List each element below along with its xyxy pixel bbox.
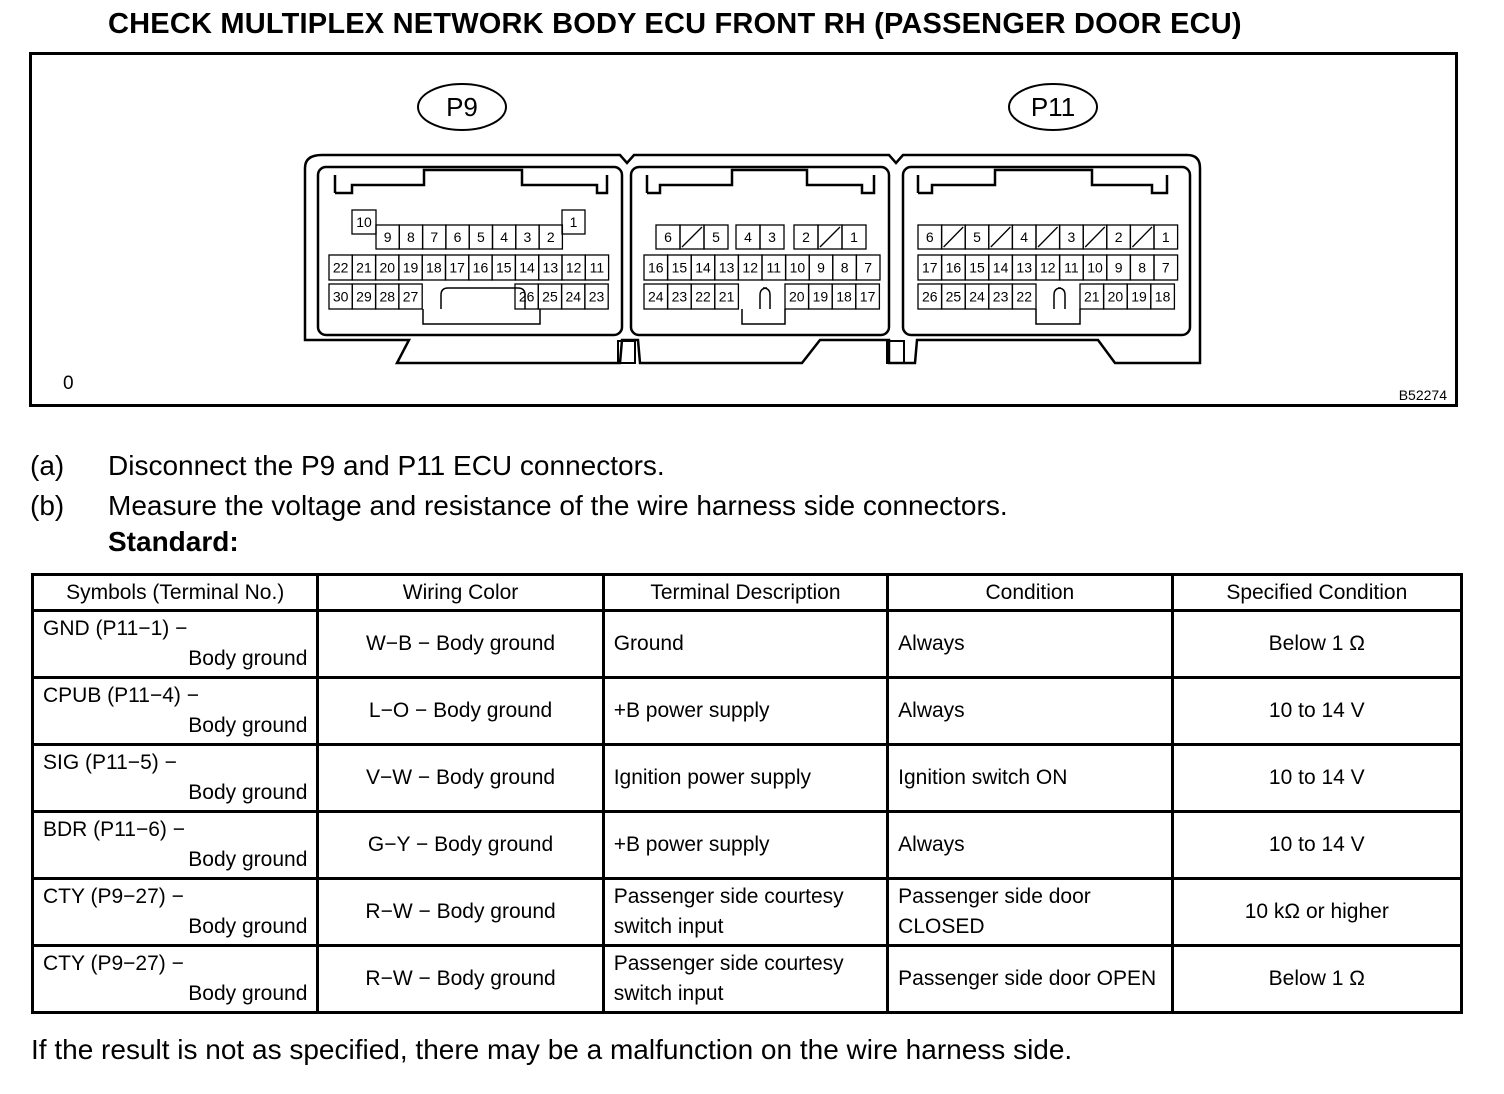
p11-notch — [1036, 288, 1080, 324]
step-a — [30, 446, 1008, 486]
pin-number: 26 — [922, 288, 938, 305]
mid-notch — [742, 288, 785, 324]
pin-number: 1 — [569, 214, 578, 230]
cell-description: Passenger side courtesy switch input — [603, 946, 887, 1013]
header-condition: Condition — [888, 575, 1172, 611]
table-row — [33, 678, 1462, 745]
symbol-terminal: CTY (P9−27) − — [43, 952, 184, 975]
pin-number: 25 — [945, 288, 962, 305]
symbol-terminal: CTY (P9−27) − — [43, 885, 184, 908]
pin-number: 10 — [356, 214, 372, 230]
pin-number: 21 — [718, 288, 735, 305]
step-text: Disconnect the P9 and P11 ECU connectors. — [108, 450, 665, 481]
cell-condition: Always — [888, 678, 1172, 745]
pin-number: 30 — [332, 288, 349, 305]
cell-wiring-color: W−B − Body ground — [318, 611, 603, 678]
step-label: (b) — [30, 490, 65, 521]
pin-number: 21 — [356, 259, 372, 276]
pin-grids — [329, 210, 1178, 324]
symbol-ground: Body ground — [188, 848, 308, 871]
connector-diagram — [29, 52, 1458, 407]
pin-number: 25 — [542, 288, 558, 305]
cell-symbol — [33, 745, 318, 812]
cell-spec: Below 1 Ω — [1172, 611, 1461, 678]
table-row — [33, 812, 1462, 879]
cell-symbol — [33, 946, 318, 1013]
pin-number: 11 — [766, 259, 782, 276]
pin-number: 28 — [379, 288, 396, 305]
cell-wiring-color: G−Y − Body ground — [318, 812, 603, 879]
pin-number: 19 — [812, 288, 829, 305]
pin-number: 12 — [565, 259, 582, 276]
pin-number: 3 — [523, 229, 532, 245]
step-b — [30, 486, 1008, 526]
pin-number: 29 — [356, 288, 372, 305]
pin-number: 9 — [383, 229, 392, 245]
cell-condition: Passenger side door CLOSED — [888, 879, 1172, 946]
pin-number: 24 — [969, 288, 985, 305]
table-row — [33, 745, 1462, 812]
table-row — [33, 611, 1462, 678]
pin-number: 9 — [1114, 259, 1123, 276]
pin-number: 2 — [546, 229, 555, 245]
pin-number: 6 — [925, 229, 934, 245]
pin-number: 5 — [476, 229, 485, 245]
pin-number: 17 — [922, 259, 938, 276]
pin-number: 22 — [1016, 288, 1032, 305]
pin-number: 24 — [648, 288, 664, 305]
pin-number: 23 — [588, 288, 605, 305]
figure-code: B52274 — [1398, 387, 1447, 403]
cell-condition: Always — [888, 611, 1172, 678]
unused-pin-mark — [1038, 227, 1058, 247]
cell-symbol — [33, 611, 318, 678]
pin-number: 18 — [1154, 288, 1171, 305]
pin-number: 12 — [1040, 259, 1056, 276]
header-symbols: Symbols (Terminal No.) — [33, 575, 318, 611]
header-specified-condition: Specified Condition — [1172, 575, 1461, 611]
pin-number: 20 — [379, 259, 396, 276]
cell-wiring-color: R−W − Body ground — [318, 946, 603, 1013]
cell-wiring-color: V−W − Body ground — [318, 745, 603, 812]
cell-symbol — [33, 879, 318, 946]
symbol-ground: Body ground — [188, 647, 308, 670]
cell-spec: 10 to 14 V — [1172, 812, 1461, 879]
pin-number: 3 — [768, 229, 776, 245]
unused-pin-mark — [944, 227, 964, 247]
pin-number: 10 — [789, 259, 806, 276]
pin-number: 8 — [840, 259, 849, 276]
symbol-terminal: CPUB (P11−4) − — [43, 684, 200, 707]
pin-number: 19 — [402, 259, 419, 276]
pin-number: 23 — [992, 288, 1009, 305]
header-terminal-description: Terminal Description — [603, 575, 887, 611]
symbol-ground: Body ground — [188, 915, 308, 938]
symbol-ground: Body ground — [188, 781, 308, 804]
cell-description: +B power supply — [603, 678, 887, 745]
pin-number: 18 — [426, 259, 442, 276]
pin-number: 24 — [565, 288, 582, 305]
pin-number: 14 — [519, 259, 535, 276]
cell-spec: Below 1 Ω — [1172, 946, 1461, 1013]
pin-number: 1 — [850, 229, 858, 245]
header-wiring-color: Wiring Color — [318, 575, 603, 611]
cell-wiring-color: L−O − Body ground — [318, 678, 603, 745]
table-row — [33, 879, 1462, 946]
pin-number: 15 — [969, 259, 985, 276]
unused-pin-mark — [1132, 227, 1152, 247]
cell-spec: 10 kΩ or higher — [1172, 879, 1461, 946]
cell-description: Ground — [603, 611, 887, 678]
unused-pin-mark — [991, 227, 1011, 247]
table-header-row — [33, 575, 1462, 611]
pin-number: 14 — [992, 259, 1009, 276]
pin-number: 3 — [1067, 229, 1076, 245]
standard-label: Standard: — [108, 526, 239, 557]
spec-table — [31, 573, 1463, 1014]
symbol-ground: Body ground — [188, 714, 308, 737]
cell-description: Passenger side courtesy switch input — [603, 879, 887, 946]
cell-symbol — [33, 812, 318, 879]
connector-drawing — [32, 55, 1455, 404]
pin-number: 15 — [671, 259, 688, 276]
pin-number: 10 — [1087, 259, 1103, 276]
unused-pin-mark — [682, 227, 702, 247]
pin-number: 14 — [695, 259, 711, 276]
pin-number: 17 — [859, 288, 876, 305]
pin-number: 22 — [695, 288, 711, 305]
step-label: (a) — [30, 450, 65, 481]
pin-number: 8 — [407, 229, 415, 245]
cell-description: +B power supply — [603, 812, 887, 879]
pin-number: 2 — [802, 229, 810, 245]
pin-number: 21 — [1084, 288, 1100, 305]
p9-label: P9 — [446, 92, 478, 122]
step-text: Measure the voltage and resistance of the wire harness side connectors. — [108, 490, 1008, 521]
pin-number: 7 — [864, 259, 873, 276]
pin-number: 13 — [542, 259, 559, 276]
footer-note: If the result is not as specified, there may be a malfunction on the wire harness side. — [31, 1034, 1073, 1065]
pin-number: 5 — [712, 229, 720, 245]
pin-number: 19 — [1131, 288, 1147, 305]
unused-pin-mark — [1085, 227, 1105, 247]
instruction-steps — [30, 446, 1008, 526]
pin-number: 16 — [648, 259, 664, 276]
pin-number: 23 — [671, 288, 688, 305]
pin-number: 1 — [1161, 229, 1170, 245]
pin-number: 4 — [744, 229, 752, 245]
page-title: CHECK MULTIPLEX NETWORK BODY ECU FRONT RH (PASSENGER DOOR ECU) — [108, 8, 1242, 40]
pin-number: 11 — [1064, 259, 1079, 276]
cell-spec: 10 to 14 V — [1172, 745, 1461, 812]
pin-number: 4 — [1020, 229, 1029, 245]
pin-number: 20 — [1107, 288, 1124, 305]
pin-number: 6 — [453, 229, 462, 245]
cell-condition: Passenger side door OPEN — [888, 946, 1172, 1013]
pin-number: 7 — [1161, 259, 1170, 276]
symbol-terminal: SIG (P11−5) − — [43, 751, 177, 774]
pin-number: 8 — [1138, 259, 1147, 276]
cell-condition: Always — [888, 812, 1172, 879]
cell-spec: 10 to 14 V — [1172, 678, 1461, 745]
pin-number: 7 — [430, 229, 439, 245]
cell-symbol — [33, 678, 318, 745]
cell-wiring-color: R−W − Body ground — [318, 879, 603, 946]
pin-number: 18 — [836, 288, 852, 305]
pin-number: 9 — [817, 259, 825, 276]
pin-number: 22 — [332, 259, 349, 276]
pin-number: 16 — [945, 259, 962, 276]
pin-number: 16 — [472, 259, 489, 276]
table-row — [33, 946, 1462, 1013]
pin-number: 11 — [589, 259, 605, 276]
pin-number: 4 — [500, 229, 509, 245]
pin-number: 27 — [402, 288, 419, 305]
pin-number: 12 — [742, 259, 758, 276]
symbol-terminal: GND (P11−1) − — [43, 617, 188, 640]
cell-description: Ignition power supply — [603, 745, 887, 812]
cell-condition: Ignition switch ON — [888, 745, 1172, 812]
pin-number: 2 — [1114, 229, 1123, 245]
pin-number: 13 — [1016, 259, 1032, 276]
pin-number: 15 — [495, 259, 512, 276]
pin-number: 6 — [664, 229, 672, 245]
symbol-ground: Body ground — [188, 982, 308, 1005]
pin-number: 17 — [449, 259, 465, 276]
unused-pin-mark — [820, 227, 840, 247]
corner-mark: 0 — [63, 373, 74, 394]
pin-number: 13 — [718, 259, 735, 276]
pin-number: 20 — [789, 288, 805, 305]
p11-label: P11 — [1030, 92, 1076, 122]
pin-number: 5 — [973, 229, 981, 245]
symbol-terminal: BDR (P11−6) − — [43, 818, 186, 841]
pin-number: 26 — [518, 288, 535, 305]
